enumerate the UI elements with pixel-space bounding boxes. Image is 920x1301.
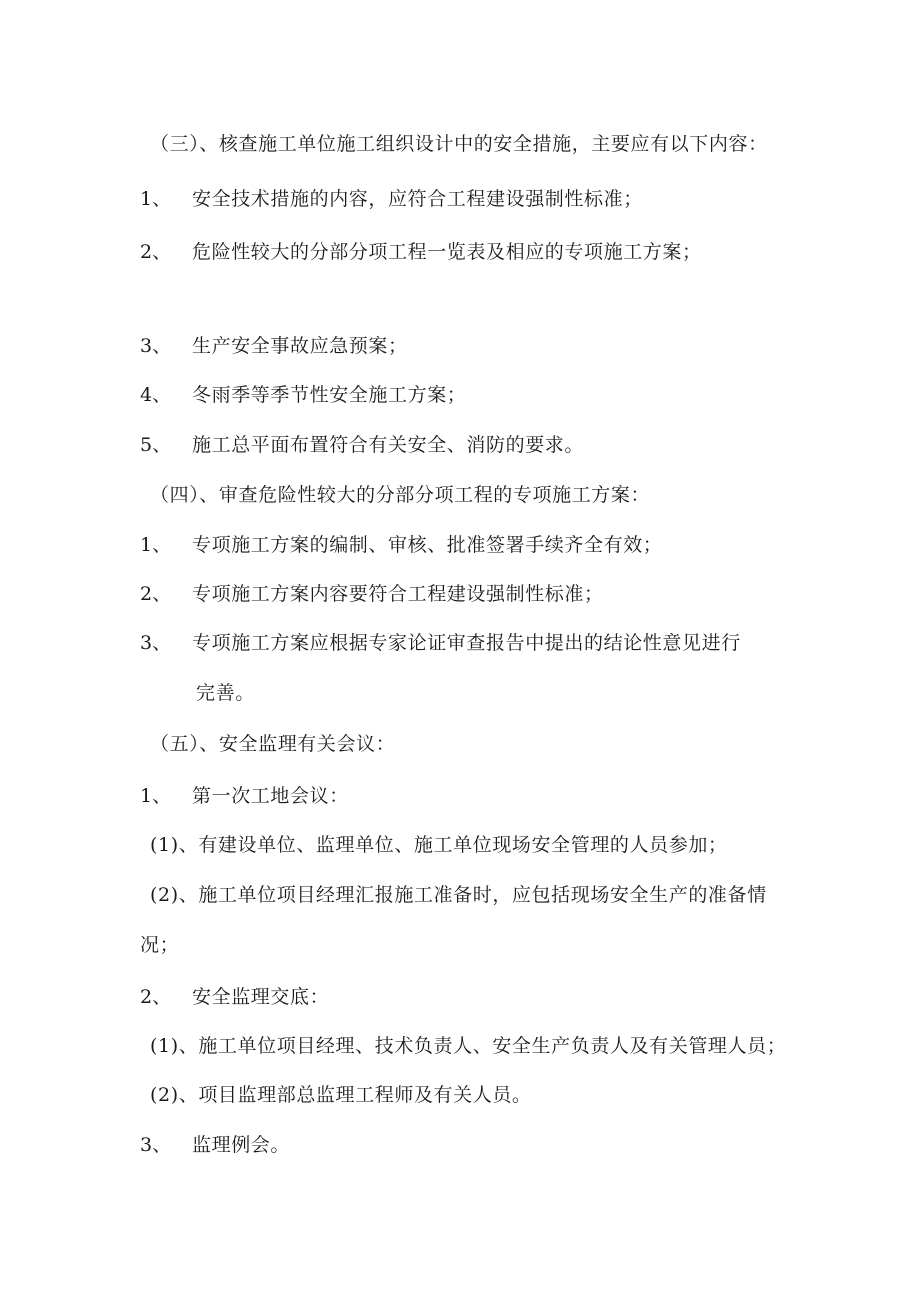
section-4-item-2-number: 2、: [140, 583, 172, 605]
section-5-item-1-number: 1、: [140, 785, 172, 807]
section-4-heading: （四）、审查危险性较大的分部分项工程的专项施工方案：: [150, 484, 651, 506]
section-3-item-3-text: 生产安全事故应急预案；: [192, 335, 408, 357]
section-5-item-3-number: 3、: [140, 1134, 172, 1156]
section-3-item-4-number: 4、: [140, 384, 172, 406]
section-3-item-5-text: 施工总平面布置符合有关安全、消防的要求。: [192, 434, 585, 456]
section-4-item-1-number: 1、: [140, 534, 172, 556]
section-5-item-1-sub-2: (2)、施工单位项目经理汇报施工准备时，应包括现场安全生产的准备情: [150, 884, 767, 906]
section-4-item-3-number: 3、: [140, 632, 172, 654]
section-5-item-2-number: 2、: [140, 986, 172, 1008]
section-3-item-3-number: 3、: [140, 335, 172, 357]
section-4-item-3-continuation: 完善。: [196, 682, 255, 704]
section-5-item-2-sub-2: (2)、项目监理部总监理工程师及有关人员。: [150, 1084, 532, 1106]
section-5-item-3-text: 监理例会。: [192, 1134, 291, 1156]
section-4-item-1-text: 专项施工方案的编制、审核、批准签署手续齐全有效；: [192, 534, 663, 556]
section-5-item-2-sub-1: (1)、施工单位项目经理、技术负责人、安全生产负责人及有关管理人员；: [150, 1035, 787, 1057]
section-5-heading: （五）、安全监理有关会议：: [150, 733, 396, 755]
section-4-item-2-text: 专项施工方案内容要符合工程建设强制性标准；: [192, 583, 604, 605]
section-3-item-2-number: 2、: [140, 241, 172, 263]
section-3-item-1-number: 1、: [140, 188, 172, 210]
section-3-item-4-text: 冬雨季等季节性安全施工方案；: [192, 384, 467, 406]
section-5-item-1-sub-1: (1)、有建设单位、监理单位、施工单位现场安全管理的人员参加；: [150, 834, 728, 856]
section-5-item-1-text: 第一次工地会议：: [192, 785, 349, 807]
section-5-item-1-sub-2-continuation: 况；: [140, 934, 180, 956]
section-4-item-3-text: 专项施工方案应根据专家论证审查报告中提出的结论性意见进行: [192, 632, 741, 654]
section-5-item-2-text: 安全监理交底：: [192, 986, 330, 1008]
section-3-item-1-text: 安全技术措施的内容，应符合工程建设强制性标准；: [192, 188, 643, 210]
section-3-item-2-text: 危险性较大的分部分项工程一览表及相应的专项施工方案；: [192, 241, 702, 263]
section-3-item-5-number: 5、: [140, 434, 172, 456]
section-3-heading: （三）、核查施工单位施工组织设计中的安全措施，主要应有以下内容：: [150, 133, 768, 155]
